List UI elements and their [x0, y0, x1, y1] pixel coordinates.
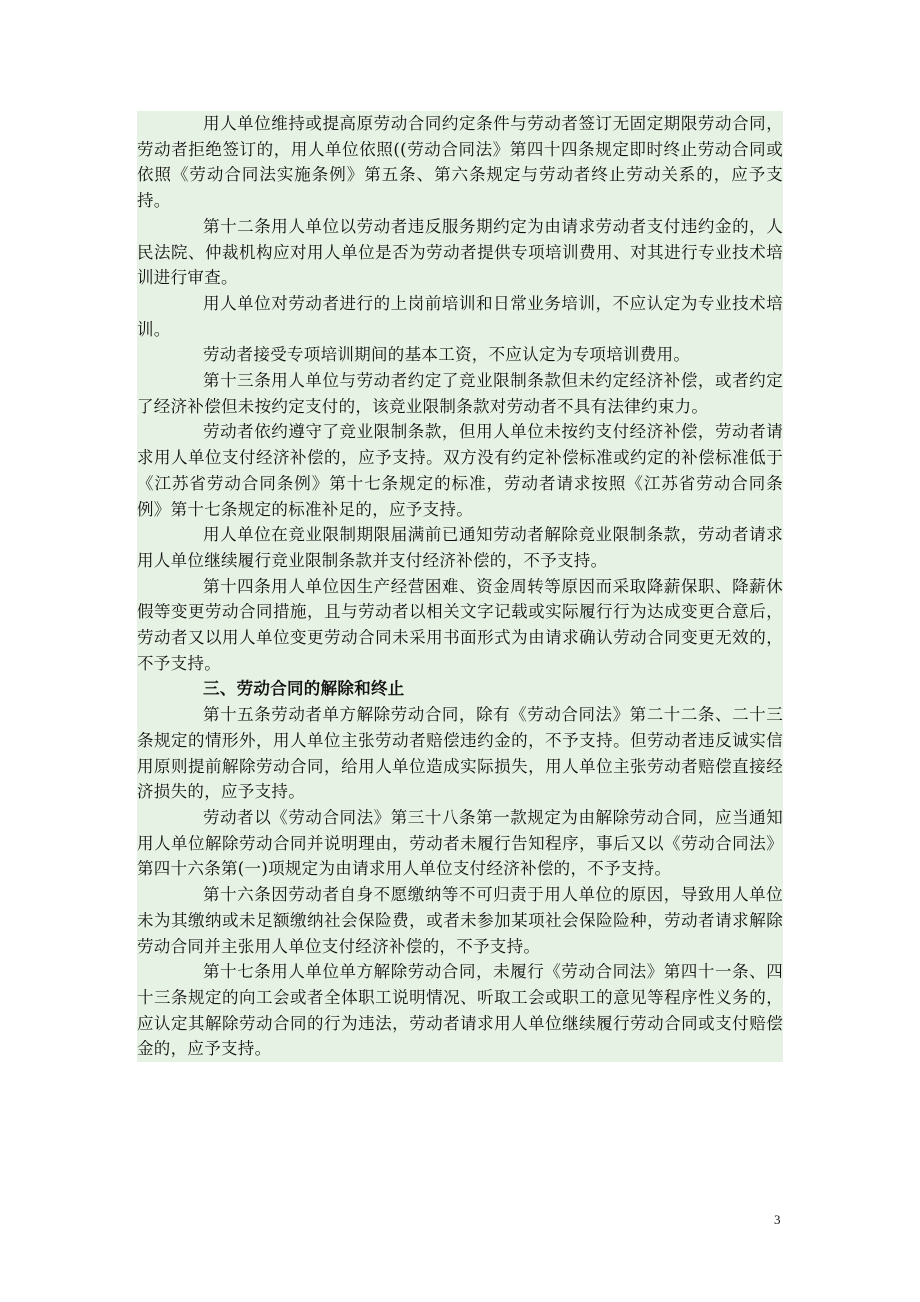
paragraph: 第十四条用人单位因生产经营困难、资金周转等原因而采取降薪保职、降薪休假等变更劳动合同措施，且与劳动者以相关文字记载或实际履行行为达成变更合意后，劳动者又以用人单位变更劳动合同未采用书面形式为由请求确认劳动合同变更无效的，不予支持。 [137, 576, 783, 673]
paragraph: 第十三条用人单位与劳动者约定了竞业限制条款但未约定经济补偿，或者约定了经济补偿但未按约定支付的，该竞业限制条款对劳动者不具有法律约束力。 [137, 371, 783, 416]
paragraph: 劳动者接受专项培训期间的基本工资，不应认定为专项培训费用。 [203, 345, 691, 365]
paragraph: 劳动者以《劳动合同法》第三十八条第一款规定为由解除劳动合同，应当通知用人单位解除劳动合同并说明理由，劳动者未履行告知程序，事后又以《劳动合同法》第四十六条第(一)项规定为由请求用人单位支付经济补偿的，不予支持。 [137, 807, 783, 879]
document-body [137, 111, 783, 1062]
section-heading: 三、劳动合同的解除和终止 [203, 679, 405, 699]
paragraph: 第十五条劳动者单方解除劳动合同，除有《劳动合同法》第二十二条、二十三条规定的情形外，用人单位主张劳动者赔偿违约金的，不予支持。但劳动者违反诚实信用原则提前解除劳动合同，给用人单位造成实际损失，用人单位主张劳动者赔偿直接经济损失的，应予支持。 [137, 705, 783, 802]
paragraph: 劳动者依约遵守了竞业限制条款，但用人单位未按约支付经济补偿，劳动者请求用人单位支付经济补偿的，应予支持。双方没有约定补偿标准或约定的补偿标准低于《江苏省劳动合同条例》第十七条规定的标准，劳动者请求按照《江苏省劳动合同条例》第十七条规定的标准补足的，应予支持。 [137, 422, 783, 519]
paragraph: 第十二条用人单位以劳动者违反服务期约定为由请求劳动者支付违约金的，人民法院、仲裁机构应对用人单位是否为劳动者提供专项培训费用、对其进行专业技术培训进行审查。 [137, 216, 783, 288]
paragraph: 用人单位对劳动者进行的上岗前培训和日常业务培训，不应认定为专业技术培训。 [137, 293, 783, 339]
paragraph: 第十七条用人单位单方解除劳动合同，未履行《劳动合同法》第四十一条、四十三条规定的向工会或者全体职工说明情况、听取工会或职工的意见等程序性义务的，应认定其解除劳动合同的行为违法，劳动者请求用人单位继续履行劳动合同或支付赔偿金的，应予支持。 [137, 962, 783, 1059]
paragraph: 第十六条因劳动者自身不愿缴纳等不可归责于用人单位的原因，导致用人单位未为其缴纳或未足额缴纳社会保险费，或者未参加某项社会保险险种，劳动者请求解除劳动合同并主张用人单位支付经济补偿的，不予支持。 [137, 885, 783, 956]
paragraph: 用人单位维持或提高原劳动合同约定条件与劳动者签订无固定期限劳动合同，劳动者拒绝签订的，用人单位依照((劳动合同法》第四十四条规定即时终止劳动合同或依照《劳动合同法实施条例》第五条、第六条规定与劳动者终止劳动关系的，应予支持。 [137, 114, 783, 211]
page-number: 3 [774, 1212, 781, 1227]
paragraph: 用人单位在竞业限制期限届满前已通知劳动者解除竞业限制条款，劳动者请求用人单位继续履行竞业限制条款并支付经济补偿的，不予支持。 [137, 525, 783, 570]
